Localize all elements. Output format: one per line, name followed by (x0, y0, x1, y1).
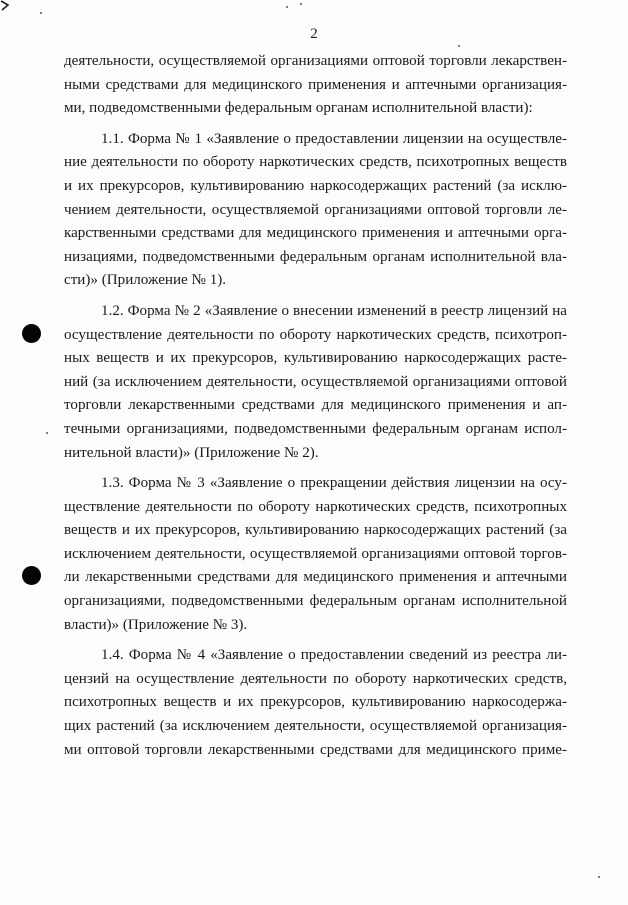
text-line: ли лекарственными средствами для медицинского применения и аптечными (64, 569, 567, 586)
text-line: 1.2. Форма № 2 «Заявление о внесении изменений в реестр лицензий на (101, 302, 567, 319)
text-line: власти)» (Приложение № 3). (64, 616, 248, 633)
text-line: организациями, подведомственными федеральным органам исполнительной (64, 593, 567, 610)
scan-speck (300, 3, 302, 5)
text-line: ми, подведомственными федеральным органам исполнительной власти): (64, 100, 533, 117)
text-line: 1.3. Форма № 3 «Заявление о прекращении действия лицензии на осу- (101, 475, 567, 492)
text-line: щих растений (за исключением деятельности, осуществляемой организация- (64, 718, 567, 735)
punch-hole (22, 566, 41, 585)
text-line: осуществление деятельности по обороту наркотических средств, психотроп- (64, 326, 567, 343)
text-line: ных веществ и их прекурсоров, культивированию наркосодержащих расте- (64, 350, 567, 367)
scan-artifact-mark (0, 0, 14, 12)
text-line: исключением деятельности, осуществляемой организациями оптовой торгов- (64, 545, 567, 562)
text-line: ние деятельности по обороту наркотических средств, психотропных веществ (64, 154, 567, 171)
document-body (64, 50, 567, 762)
text-line: ми оптовой торговли лекарственными средствами для медицинского приме- (64, 741, 567, 758)
paragraph-intro-continuation (64, 50, 567, 121)
punch-hole (22, 324, 41, 343)
scan-speck (598, 876, 600, 878)
text-line: веществ и их прекурсоров, культивированию наркосодержащих растений (за (64, 522, 567, 539)
text-line: ществление деятельности по обороту наркотических средств, психотропных (64, 498, 567, 515)
paragraph-form-3 (64, 472, 567, 637)
paragraph-form-1 (64, 128, 567, 293)
text-line: чением деятельности, осуществляемой организациями оптовой торговли ле- (64, 201, 567, 218)
scan-speck (46, 432, 48, 434)
text-line: и их прекурсоров, культивированию наркосодержащих растений (за исклю- (64, 177, 567, 194)
text-line: карственными средствами для медицинского применения и аптечными орга- (64, 225, 567, 242)
text-line: ний (за исключением деятельности, осуществляемой организациями оптовой (64, 373, 567, 390)
text-line: цензий на осуществление деятельности по обороту наркотических средств, (64, 670, 567, 687)
scan-speck (40, 12, 42, 14)
paragraph-form-4 (64, 644, 567, 762)
scan-speck (286, 6, 288, 8)
scan-speck (458, 45, 460, 47)
text-line: торговли лекарственными средствами для медицинского применения и ап- (64, 397, 567, 414)
text-line: деятельности, осуществляемой организациями оптовой торговли лекарствен- (64, 53, 567, 69)
paragraph-form-2 (64, 300, 567, 465)
text-line: 1.1. Форма № 1 «Заявление о предоставлении лицензии на осуществле- (101, 130, 567, 147)
text-line: сти)» (Приложение № 1). (64, 272, 227, 289)
text-line: низациями, подведомственными федеральным органам исполнительной вла- (64, 248, 567, 265)
text-line: психотропных веществ и их прекурсоров, культивированию наркосодержа- (64, 694, 567, 711)
text-line: нительной власти)» (Приложение № 2). (64, 444, 319, 461)
text-line: течными организациями, подведомственными федеральным органам испол- (64, 420, 567, 437)
text-line: 1.4. Форма № 4 «Заявление о предоставлении сведений из реестра ли- (101, 647, 567, 664)
page-number: 2 (310, 26, 318, 42)
text-line: ными средствами для медицинского применения и аптечными организация- (64, 76, 567, 93)
